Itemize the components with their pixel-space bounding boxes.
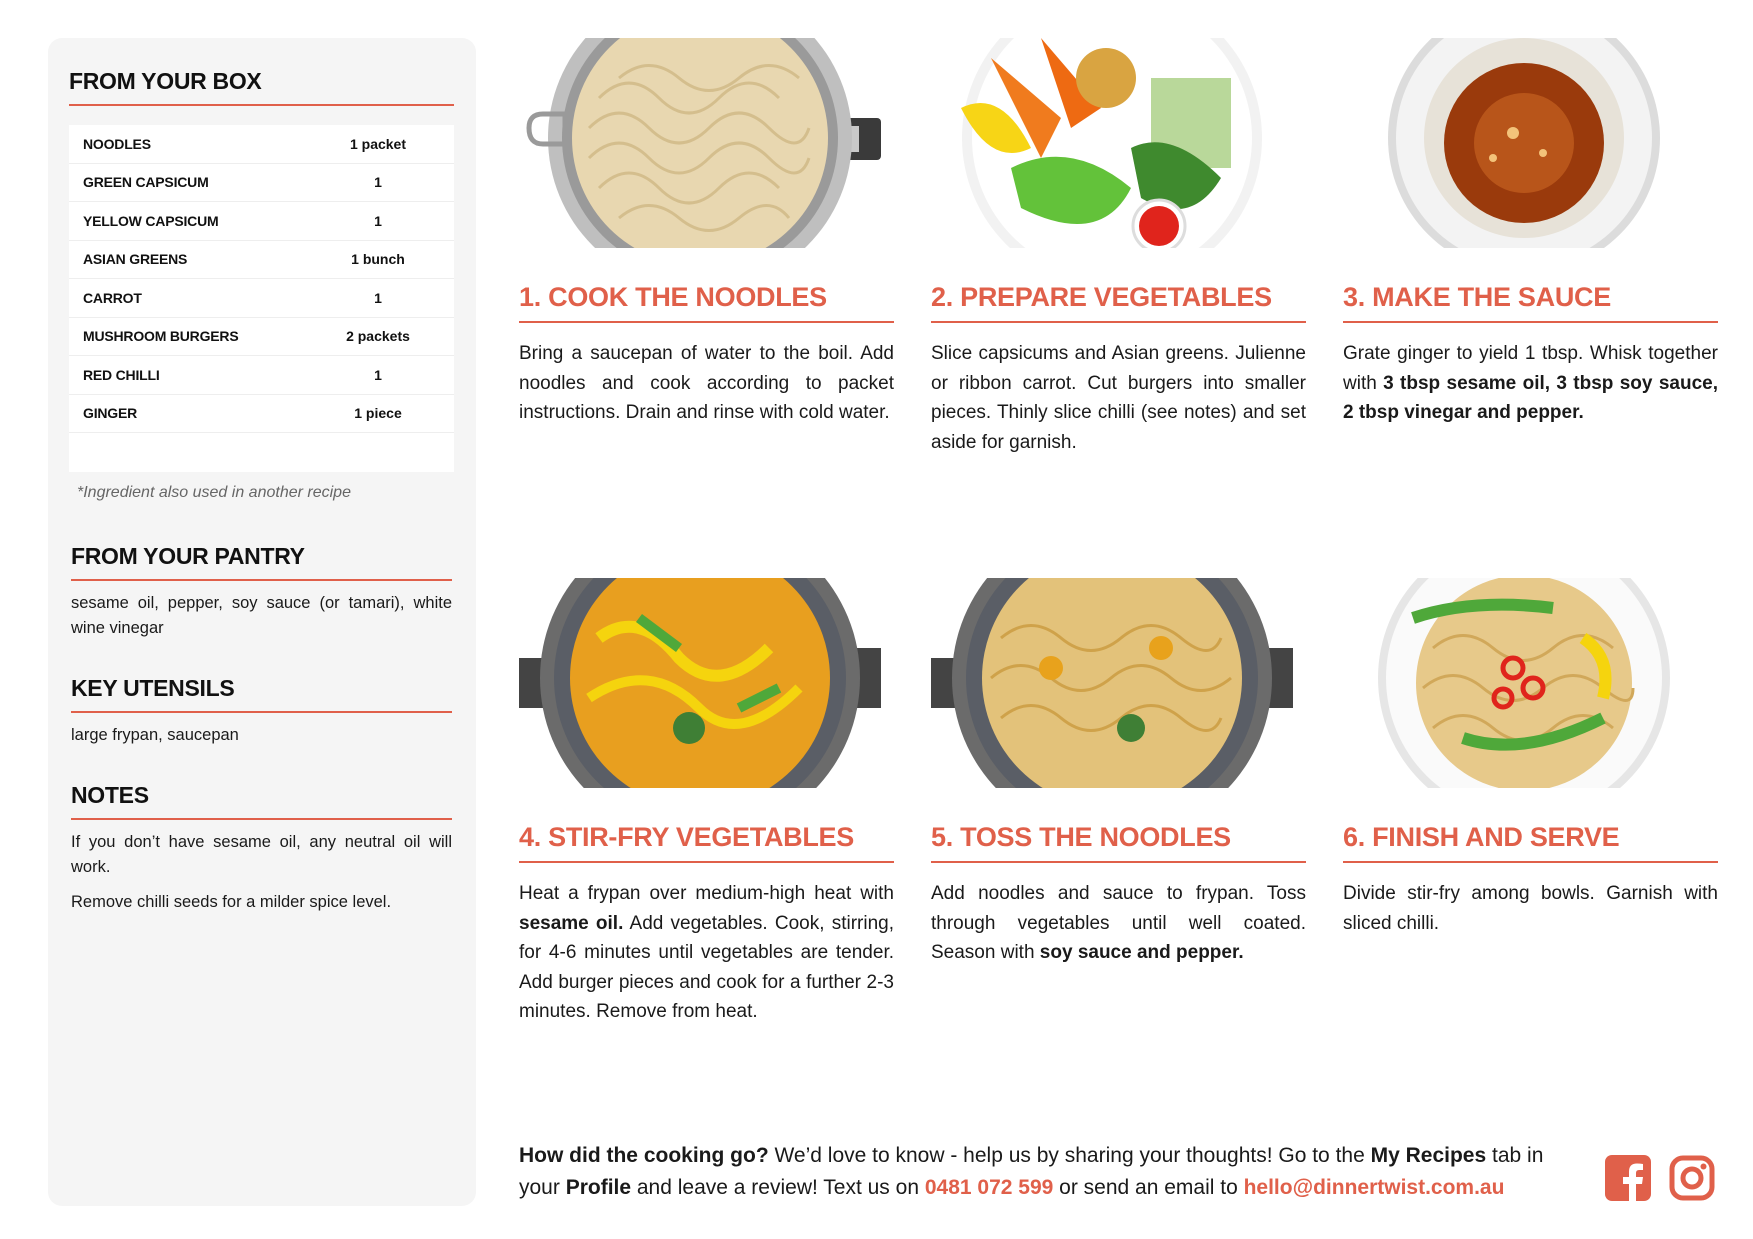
ingredient-name: GREEN CAPSICUM [83, 174, 209, 191]
step-title: 1. COOK THE NOODLES [519, 282, 894, 323]
step-body-bold: 3 tbsp sesame oil, 3 tbsp soy sauce, 2 tbsp vinegar and pepper. [1343, 372, 1718, 423]
step-body-bold: soy sauce and pepper. [1039, 942, 1244, 963]
ingredient-qty: 1 bunch [351, 251, 405, 268]
step-body-text: Add noodles and sauce to frypan. Toss through vegetables until well coated. Season with [931, 883, 1306, 963]
pantry-text: sesame oil, pepper, soy sauce (or tamari), white wine vinegar [71, 593, 452, 637]
instagram-icon[interactable] [1669, 1155, 1715, 1201]
footer-contact-link[interactable]: hello@dinnertwist.com.au [1243, 1175, 1505, 1199]
notes-section [69, 782, 454, 915]
utensils-heading: KEY UTENSILS [71, 675, 452, 713]
feedback-message [519, 1140, 1589, 1203]
ingredient-name: GINGER [83, 405, 138, 422]
noodles-in-strainer-image [519, 38, 881, 248]
ingredient-name: NOODLES [83, 135, 151, 152]
footer-bold-text: How did the cooking go? [519, 1144, 769, 1167]
ingredient-name: ASIAN GREENS [83, 251, 188, 268]
ingredient-name: YELLOW CAPSICUM [83, 212, 219, 229]
ingredient-row [69, 164, 454, 203]
step-body [931, 879, 1306, 968]
ingredient-row [69, 241, 454, 280]
ingredient-qty: 1 piece [354, 405, 402, 422]
step-body-bold: sesame oil. [519, 912, 624, 934]
ingredient-name: RED CHILLI [83, 366, 160, 383]
finished-bowl-image [1343, 578, 1705, 788]
footer-bold-text: Profile [565, 1175, 632, 1199]
step-body-text: Bring a saucepan of water to the boil. Add noodles and cook according to packet instructions. Drain and rinse with cold water. [519, 343, 894, 423]
step-body-text: Divide stir-fry among bowls. Garnish with sliced chilli. [1343, 883, 1718, 934]
step-2 [931, 38, 1306, 457]
step-body-text: Slice capsicums and Asian greens. Julienne or ribbon carrot. Cut burgers into smaller pieces. Thinly slice chilli (see notes) and set aside for garnish. [931, 343, 1306, 453]
step-title: 4. STIR-FRY VEGETABLES [519, 822, 894, 863]
ingredient-qty: 1 [374, 366, 382, 383]
sauce-bowl-image [1343, 38, 1705, 248]
step-body [519, 879, 894, 1027]
footer-contact-link[interactable]: 0481 072 599 [924, 1175, 1054, 1199]
social-links [1605, 1155, 1715, 1201]
step-title: 2. PREPARE VEGETABLES [931, 282, 1306, 323]
pantry-heading: FROM YOUR PANTRY [71, 543, 452, 581]
step-6 [1343, 578, 1718, 938]
ingredient-name: CARROT [83, 289, 142, 306]
step-body [1343, 879, 1718, 938]
ingredient-row [69, 125, 454, 164]
utensils-text: large frypan, saucepan [71, 725, 239, 744]
step-title: 3. MAKE THE SAUCE [1343, 282, 1718, 323]
step-5 [931, 578, 1306, 968]
utensils-section [69, 675, 454, 748]
ingredient-qty: 1 [374, 174, 382, 191]
ingredient-row-empty [69, 433, 454, 472]
pantry-section [69, 543, 454, 641]
box-ingredients-table [69, 125, 454, 472]
note-text: If you don’t have sesame oil, any neutral oil will work. [71, 832, 452, 876]
ingredient-row [69, 202, 454, 241]
ingredient-qty: 1 [374, 289, 382, 306]
ingredient-name: MUSHROOM BURGERS [83, 328, 239, 345]
ingredient-qty: 2 packets [346, 328, 410, 345]
toss-noodles-pan-image [931, 578, 1293, 788]
ingredient-qty: 1 packet [349, 135, 407, 152]
footer-text: tab in your [519, 1144, 1544, 1199]
ingredient-row [69, 356, 454, 395]
footer-text: and leave a review! Text us on [631, 1175, 925, 1199]
step-3 [1343, 38, 1718, 428]
ingredient-qty: 1 [374, 212, 382, 229]
stir-fry-vegetables-pan-image [519, 578, 881, 788]
ingredients-panel [48, 38, 476, 1206]
step-body-text: Heat a frypan over medium-high heat with [519, 883, 894, 904]
ingredient-row [69, 395, 454, 434]
step-4 [519, 578, 894, 1027]
footer-bold-text: My Recipes [1370, 1144, 1487, 1167]
notes-heading: NOTES [71, 782, 452, 820]
facebook-icon[interactable] [1605, 1155, 1651, 1201]
step-body [519, 339, 894, 428]
chopped-vegetables-plate-image [931, 38, 1293, 248]
ingredient-row [69, 318, 454, 357]
ingredient-row [69, 279, 454, 318]
footer-text: or send an email to [1053, 1175, 1244, 1199]
footer-text: We’d love to know - help us by sharing your thoughts! Go to the [768, 1144, 1371, 1167]
step-body-text: Grate ginger to yield 1 tbsp. Whisk together with [1343, 343, 1718, 394]
step-title: 6. FINISH AND SERVE [1343, 822, 1718, 863]
step-body [1343, 339, 1718, 428]
step-body-text: Add vegetables. Cook, stirring, for 4-6 minutes until vegetables are tender. Add burger pieces and cook for a further 2-3 minutes. Remove from heat. [519, 912, 895, 1022]
box-heading: FROM YOUR BOX [69, 68, 454, 106]
step-title: 5. TOSS THE NOODLES [931, 822, 1306, 863]
step-body [931, 339, 1306, 457]
note-text: Remove chilli seeds for a milder spice level. [71, 892, 392, 911]
step-1 [519, 38, 894, 428]
ingredient-footnote: *Ingredient also used in another recipe [77, 483, 351, 501]
